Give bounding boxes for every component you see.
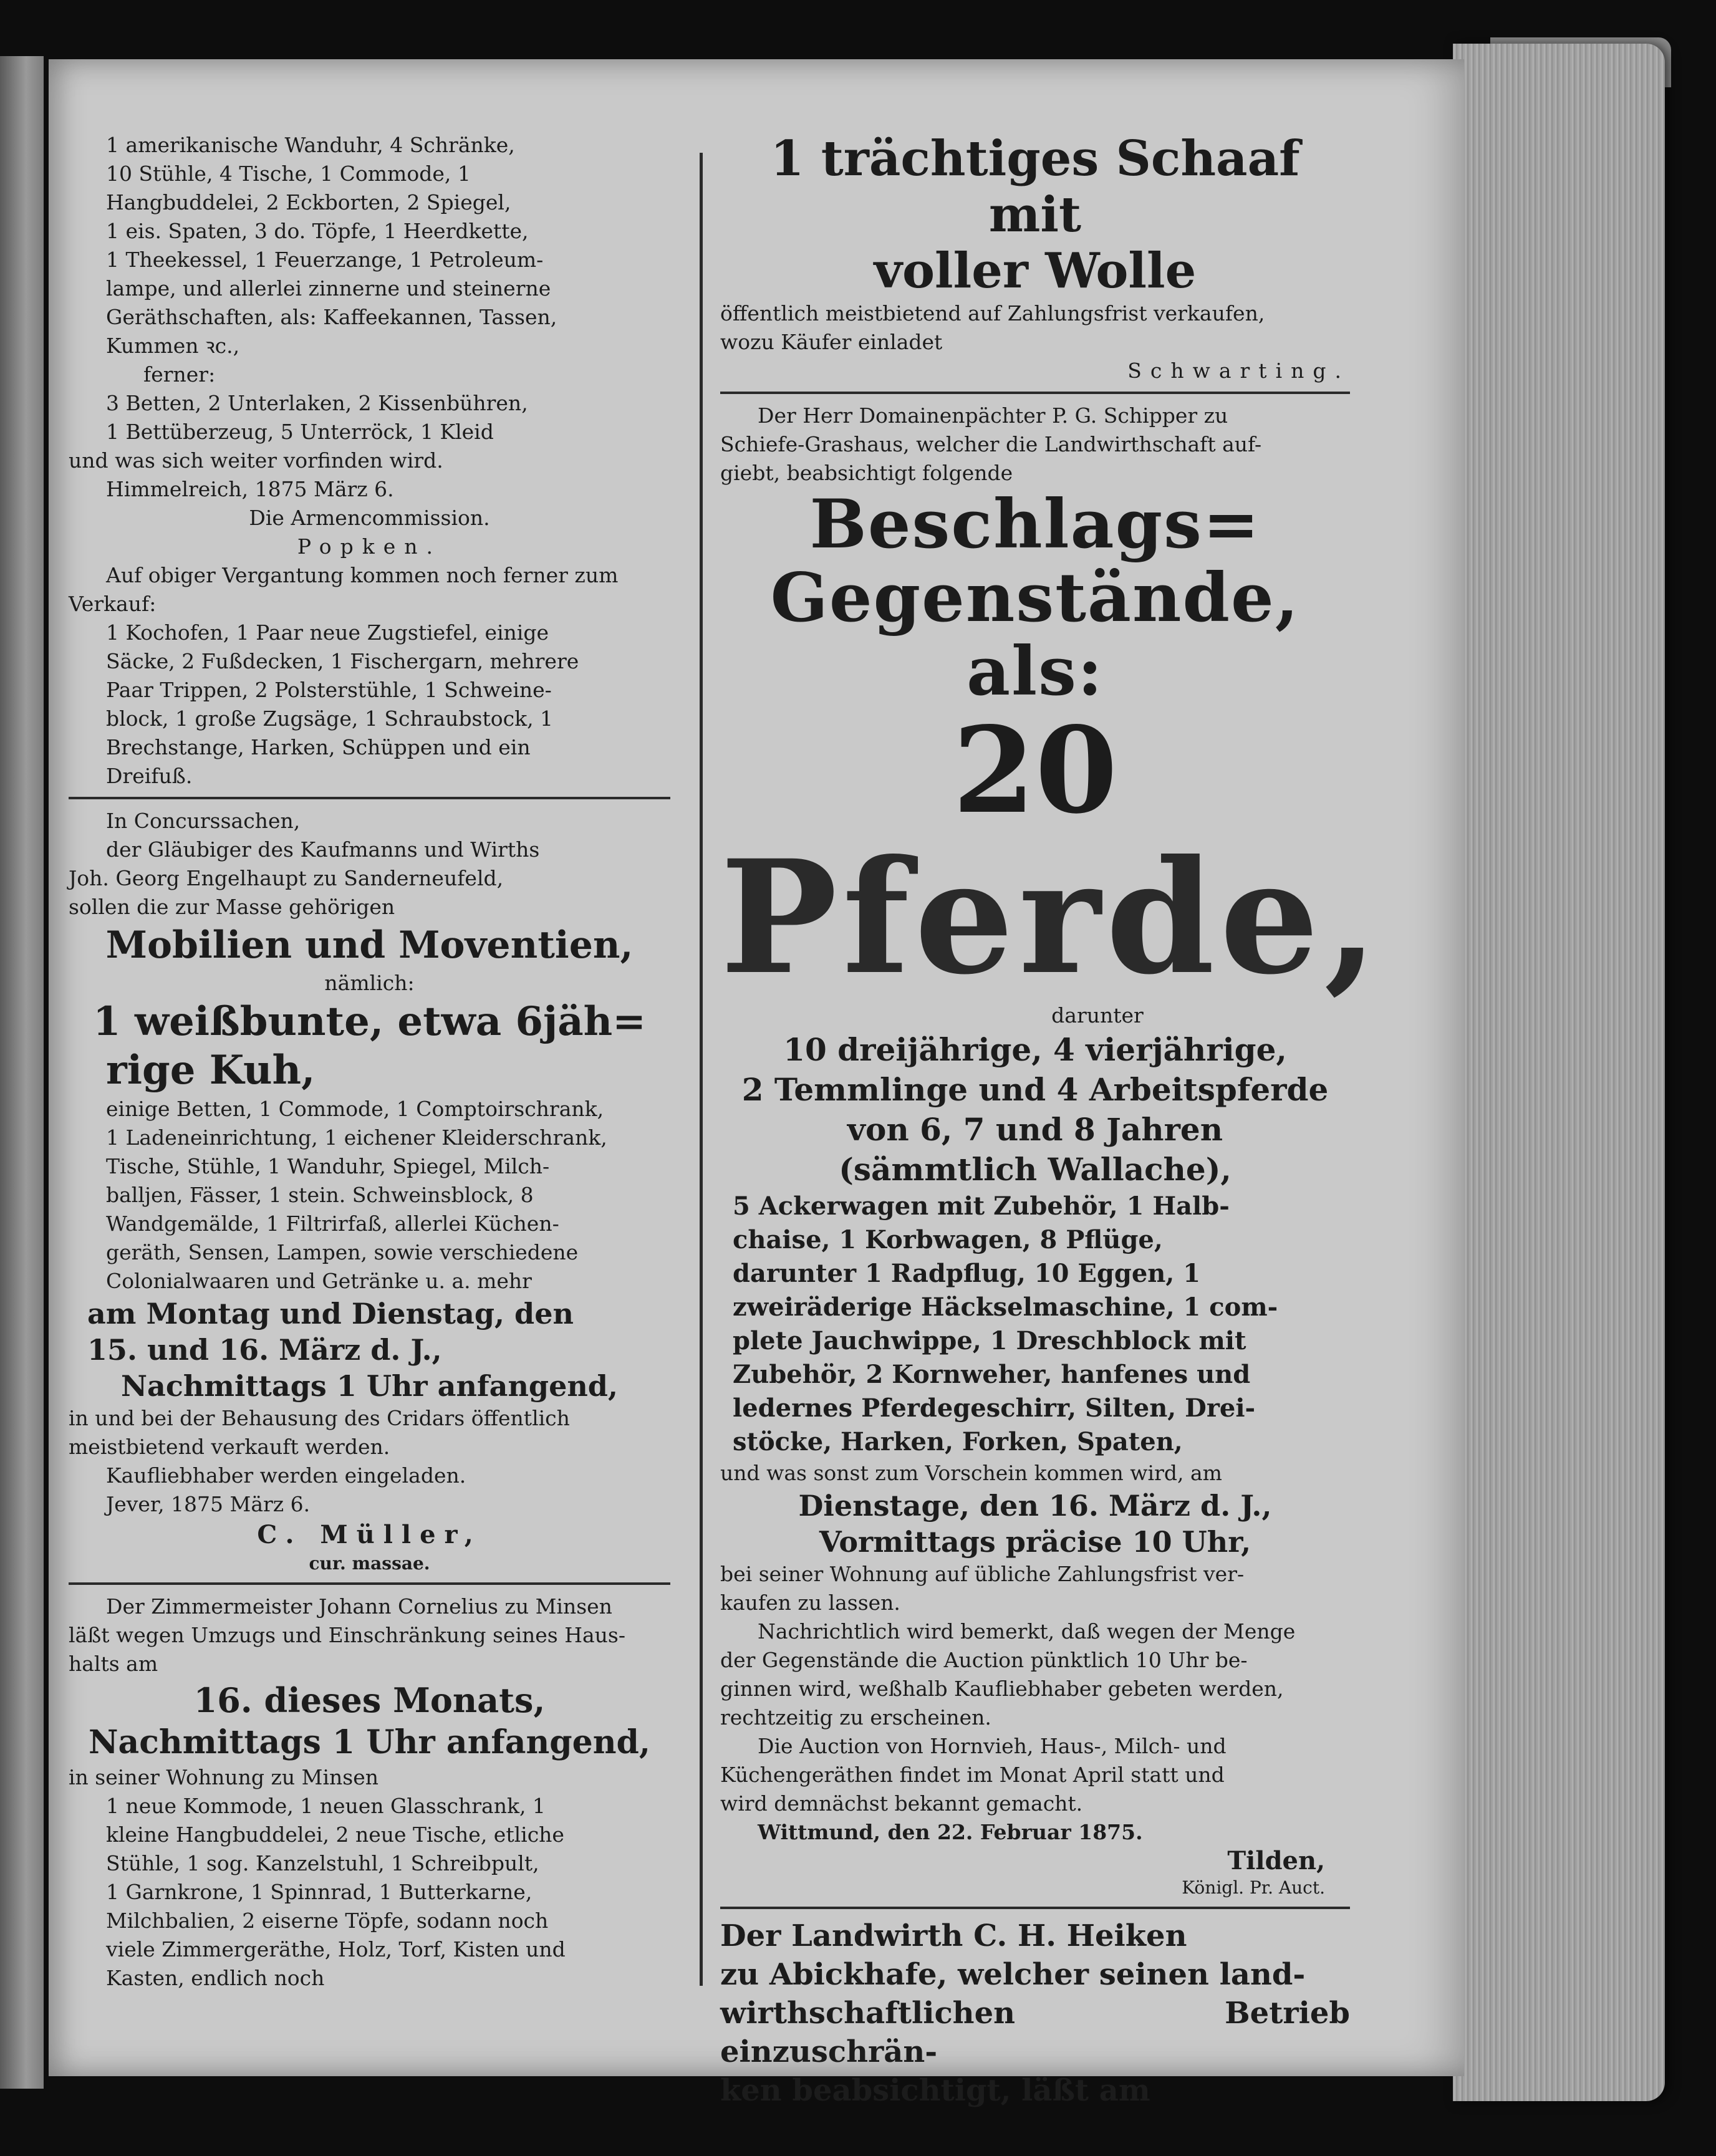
text-line: darunter [1051, 1003, 1144, 1027]
signer-title: Königl. Pr. Auct. [1182, 1877, 1325, 1898]
text-line: 1 Garnkrone, 1 Spinnrad, 1 Butterkarne, [106, 1880, 533, 1904]
text-line: Nachrichtlich wird bemerkt, daß wegen der Menge [758, 1619, 1296, 1643]
text-line: Zubehör, 2 Kornweher, hanfenes und [733, 1360, 1251, 1389]
horse-line: (sämmtlich Wallache), [839, 1151, 1232, 1188]
signer-name: Tilden, [1227, 1846, 1325, 1875]
auction-list-5 [69, 1792, 670, 1993]
headline-mobilien: Mobilien und Moventien, [105, 923, 634, 967]
place-date: Wittmund, den 22. Februar 1875. [758, 1820, 1143, 1844]
text-line: 1 neue Kommode, 1 neuen Glasschrank, 1 [106, 1794, 546, 1818]
text-line: zu Abickhafe, welcher seinen land- [720, 1957, 1306, 1992]
text-line: einige Betten, 1 Commode, 1 Comptoirschrank, [106, 1097, 604, 1121]
text-line: block, 1 große Zugsäge, 1 Schraubstock, 1 [106, 706, 554, 731]
horse-line: 10 dreijährige, 4 vierjährige, [783, 1031, 1287, 1068]
auction-time-1: Nachmittags 1 Uhr anfangend, [120, 1369, 618, 1403]
text-line: Joh. Georg Engelhaupt zu Sanderneufeld, [69, 866, 504, 890]
text-line: 1 Bettüberzeug, 5 Unterröck, 1 Kleid [106, 420, 494, 444]
text-line: Schiefe-Grashaus, welcher die Landwirthschaft auf- [720, 432, 1262, 456]
text-line: Colonialwaaren und Getränke u. a. mehr [106, 1269, 532, 1293]
text-line: ginnen wird, weßhalb Kaufliebhaber gebeten werden, [720, 1677, 1284, 1701]
text-line: balljen, Fässer, 1 stein. Schweinsblock, 8 [106, 1183, 534, 1207]
horse-line: von 6, 7 und 8 Jahren [847, 1111, 1223, 1148]
text-line: geräth, Sensen, Lampen, sowie verschiedene [106, 1240, 579, 1264]
text-line: Milchbalien, 2 eiserne Töpfe, sodann noch [106, 1908, 549, 1933]
text-line: öffentlich meistbietend auf Zahlungsfrist verkaufen, [720, 301, 1265, 325]
text-line: Wandgemälde, 1 Filtrirfaß, allerlei Küchen- [106, 1211, 559, 1236]
text-line: stöcke, Harken, Forken, Spaten, [733, 1427, 1183, 1456]
section-rule [720, 392, 1350, 394]
auction-list-1 [69, 131, 670, 360]
auction-date-2: 15. und 16. März d. J., [87, 1333, 442, 1367]
text-line: Auf obiger Vergantung kommen noch ferner zum [106, 563, 619, 587]
text-line: darunter 1 Radpflug, 10 Eggen, 1 [733, 1259, 1201, 1288]
text-line: chaise, 1 Korbwagen, 8 Pflüge, [733, 1225, 1163, 1254]
text-line: kaufen zu lassen. [720, 1591, 900, 1615]
text-line: halts am [69, 1652, 158, 1676]
text-line: Kaufliebhaber werden eingeladen. [106, 1463, 466, 1488]
auction-date-3: 16. dieses Monats, [193, 1680, 546, 1720]
headline-kuh-1: 1 weißbunte, etwa 6jäh= [93, 998, 646, 1045]
headline-pferde: Pferde, [720, 825, 1384, 1009]
text-line: Kummen ꝛc., [106, 334, 240, 358]
place-date: Himmelreich, 1875 März 6. [106, 477, 394, 501]
text-line: Brechstange, Harken, Schüppen und ein [106, 735, 531, 759]
text-line: ledernes Pferdegeschirr, Silten, Drei- [733, 1393, 1256, 1423]
text-line: Der Landwirth C. H. Heiken [720, 1918, 1187, 1953]
signer-title: cur. massae. [309, 1553, 430, 1574]
headline-schaaf-1: 1 trächtiges Schaaf mit [770, 130, 1300, 243]
text-line: der Gläubiger des Kaufmanns und Wirths [106, 837, 540, 862]
text-line: 10 Stühle, 4 Tische, 1 Commode, 1 [106, 161, 471, 186]
text-line: meistbietend verkauft werden. [69, 1435, 390, 1459]
horse-line: 2 Temmlinge und 4 Arbeitspferde [741, 1071, 1329, 1108]
text-line: ken beabsichtigt, läßt am [720, 2073, 1150, 2108]
text-line: rechtzeitig zu erscheinen. [720, 1705, 991, 1730]
text-line: viele Zimmergeräthe, Holz, Torf, Kisten und [106, 1937, 566, 1961]
text-line: zweiräderige Häckselmaschine, 1 com- [733, 1292, 1278, 1322]
text-line: 5 Ackerwagen mit Zubehör, 1 Halb- [733, 1191, 1230, 1221]
text-line: 1 Kochofen, 1 Paar neue Zugstiefel, einige [106, 620, 549, 645]
text-line: 1 amerikanische Wanduhr, 4 Schränke, [106, 133, 515, 157]
text-line: 1 Ladeneinrichtung, 1 eichener Kleiderschrank, [106, 1125, 607, 1150]
text-line: Geräthschaften, als: Kaffeekannen, Tassen, [106, 305, 557, 329]
signer-name: C. Müller, [257, 1520, 482, 1549]
text-line: wirthschaftlichen Betrieb einzuschrän- [720, 1996, 1350, 2069]
place-date: Jever, 1875 März 6. [106, 1492, 311, 1516]
text-line: giebt, beabsichtigt folgende [720, 461, 1013, 485]
text-line: Paar Trippen, 2 Polsterstühle, 1 Schweine- [106, 678, 552, 702]
book-page-stack [1453, 44, 1665, 2101]
text-line: Verkauf: [69, 592, 157, 616]
auction-list-3 [69, 618, 670, 791]
text-line: nämlich: [324, 971, 415, 995]
auction-time-3: Vormittags präcise 10 Uhr, [819, 1525, 1251, 1559]
column-divider [700, 153, 703, 1986]
text-line: in seiner Wohnung zu Minsen [69, 1765, 378, 1789]
text-line: 3 Betten, 2 Unterlaken, 2 Kissenbühren, [106, 391, 528, 415]
signer-name: Schwarting. [1127, 359, 1350, 383]
text-line: bei seiner Wohnung auf übliche Zahlungsfrist ver- [720, 1562, 1245, 1586]
headline-gegenstaende: Gegenstände, als: [770, 559, 1300, 711]
auction-date-4: Dienstage, den 16. März d. J., [798, 1489, 1272, 1523]
headline-kuh-2: rige Kuh, [106, 1047, 316, 1094]
text-line: Tische, Stühle, 1 Wanduhr, Spiegel, Milch- [106, 1154, 550, 1178]
text-line: Stühle, 1 sog. Kanzelstuhl, 1 Schreibpult, [106, 1851, 539, 1875]
text-line: in und bei der Behausung des Cridars öffentlich [69, 1406, 570, 1430]
section-rule [720, 1907, 1350, 1909]
text-line: und was sonst zum Vorschein kommen wird, am [720, 1461, 1222, 1485]
section-rule [69, 797, 670, 799]
text-line: Der Herr Domainenpächter P. G. Schipper zu [758, 403, 1228, 428]
text-line: In Concurssachen, [106, 809, 301, 833]
commission-name: Die Armencommission. [249, 506, 490, 530]
text-line: Kasten, endlich noch [106, 1966, 325, 1990]
headline-number-20: 20 [952, 701, 1118, 840]
auction-time-2: Nachmittags 1 Uhr anfangend, [89, 1723, 650, 1761]
headline-beschlags: Beschlags= [809, 485, 1261, 564]
text-line: der Gegenstände die Auction pünktlich 10 Uhr be- [720, 1648, 1248, 1672]
previous-page-edge [0, 56, 44, 2089]
signer-name: Popken. [297, 534, 442, 559]
auction-date-1: am Montag und Dienstag, den [87, 1297, 574, 1331]
ferner-label: ferner: [143, 362, 216, 387]
text-line: Dreifuß. [106, 764, 193, 788]
text-line: sollen die zur Masse gehörigen [69, 895, 395, 919]
equipment-list [720, 1190, 1350, 1459]
text-line: Hangbuddelei, 2 Eckborten, 2 Spiegel, [106, 190, 511, 214]
text-line: kleine Hangbuddelei, 2 neue Tische, etliche [106, 1822, 564, 1847]
right-column [720, 130, 1384, 2110]
text-line: wozu Käufer einladet [720, 330, 943, 354]
text-line: 1 eis. Spaten, 3 do. Töpfe, 1 Heerdkette, [106, 219, 529, 243]
text-line: plete Jauchwippe, 1 Dreschblock mit [733, 1326, 1246, 1355]
text-line: Säcke, 2 Fußdecken, 1 Fischergarn, mehrere [106, 649, 579, 673]
text-line: Der Zimmermeister Johann Cornelius zu Minsen [106, 1594, 612, 1619]
headline-schaaf-2: voller Wolle [874, 243, 1197, 299]
text-line: Küchengeräthen findet im Monat April statt und [720, 1763, 1225, 1787]
text-line: und was sich weiter vorfinden wird. [69, 448, 443, 473]
text-line: lampe, und allerlei zinnerne und steinerne [106, 276, 551, 301]
section-rule [69, 1582, 670, 1585]
text-line: wird demnächst bekannt gemacht. [720, 1791, 1083, 1816]
auction-list-2 [69, 389, 670, 446]
auction-list-4 [69, 1095, 670, 1296]
text-line: läßt wegen Umzugs und Einschränkung seines Haus- [69, 1623, 626, 1647]
left-column [69, 131, 670, 1993]
text-line: Die Auction von Hornvieh, Haus-, Milch- und [758, 1734, 1227, 1758]
text-line: 1 Theekessel, 1 Feuerzange, 1 Petroleum- [106, 248, 544, 272]
